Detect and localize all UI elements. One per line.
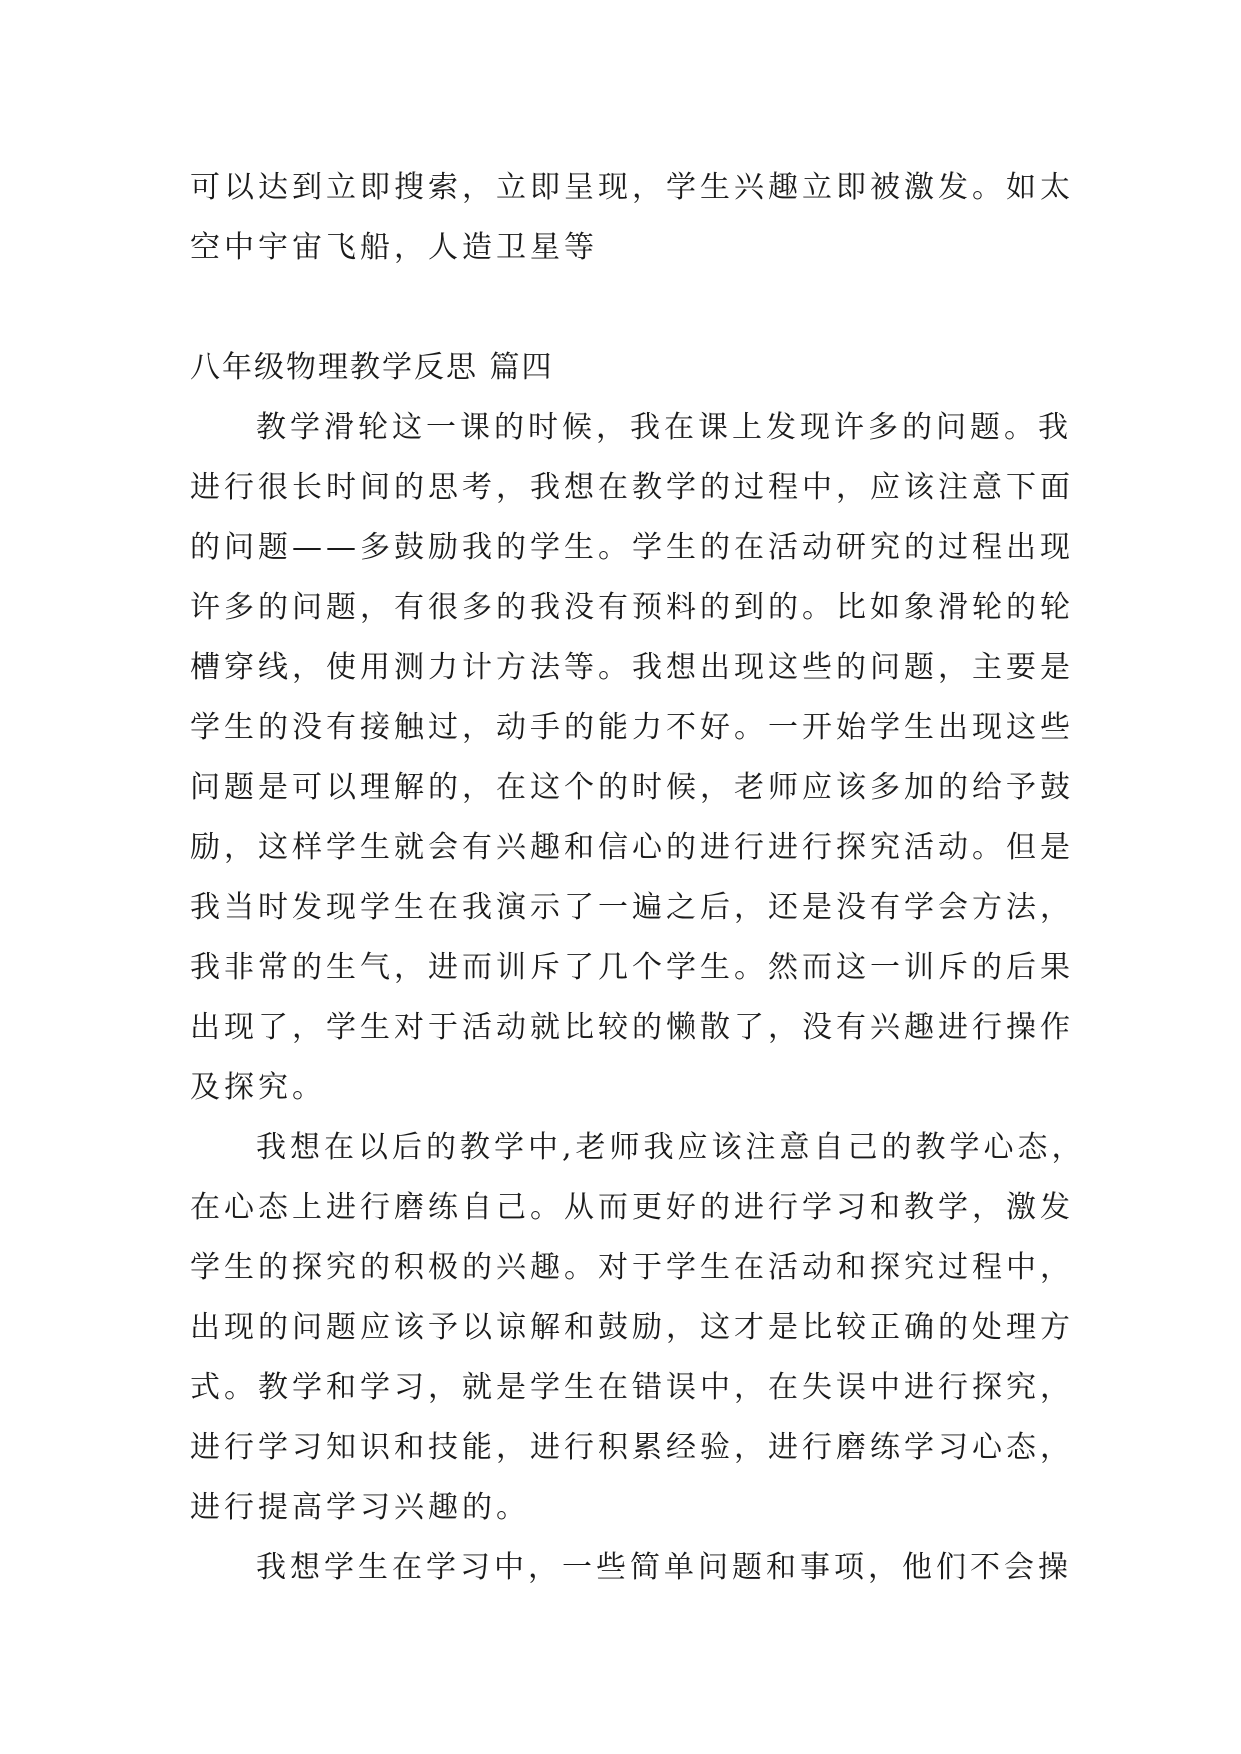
paragraph-2 [190,1118,1086,1538]
document-page [190,158,1086,1598]
paragraph-3 [190,1538,1072,1598]
text-line: 教学滑轮这一课的时候，我在课上发现许多的问题。我 [256,410,1072,445]
text-line: 我想在以后的教学中,老师我应该注意自己的教学心态， [256,1130,1086,1165]
text-line: 励，这样学生就会有兴趣和信心的进行进行探究活动。但是 [190,830,1074,865]
text-line: 在心态上进行磨练自己。从而更好的进行学习和教学，激发 [190,1190,1074,1225]
intro-paragraph [190,158,1074,278]
text-line: 学生的探究的积极的兴趣。对于学生在活动和探究过程中， [190,1250,1074,1285]
text-line: 进行学习知识和技能，进行积累经验，进行磨练学习心态， [190,1430,1074,1465]
text-line: 我当时发现学生在我演示了一遍之后，还是没有学会方法， [190,890,1074,925]
section-title: 八年级物理教学反思 篇四 [190,350,554,385]
text-line: 出现了，学生对于活动就比较的懒散了，没有兴趣进行操作 [190,1010,1074,1045]
text-line: 许多的问题，有很多的我没有预料的到的。比如象滑轮的轮 [190,590,1074,625]
spacer [190,278,1052,338]
text-line: 我非常的生气，进而训斥了几个学生。然而这一训斥的后果 [190,950,1074,985]
text-line: 及探究。 [190,1070,326,1105]
text-line: 可以达到立即搜索，立即呈现，学生兴趣立即被激发。如太 [190,170,1074,205]
text-line: 我想学生在学习中，一些简单问题和事项，他们不会操 [256,1550,1072,1585]
text-line: 式。教学和学习，就是学生在错误中，在失误中进行探究， [190,1370,1074,1405]
paragraph-1 [190,398,1074,1118]
text-line: 空中宇宙飞船，人造卫星等 [190,230,598,265]
text-line: 进行提高学习兴趣的。 [190,1490,530,1525]
text-line: 进行很长时间的思考，我想在教学的过程中，应该注意下面 [190,470,1074,505]
text-line: 的问题——多鼓励我的学生。学生的在活动研究的过程出现 [190,530,1074,565]
text-line: 槽穿线，使用测力计方法等。我想出现这些的问题，主要是 [190,650,1074,685]
text-line: 问题是可以理解的，在这个的时候，老师应该多加的给予鼓 [190,770,1074,805]
text-line: 出现的问题应该予以谅解和鼓励，这才是比较正确的处理方 [190,1310,1074,1345]
text-line: 学生的没有接触过，动手的能力不好。一开始学生出现这些 [190,710,1074,745]
